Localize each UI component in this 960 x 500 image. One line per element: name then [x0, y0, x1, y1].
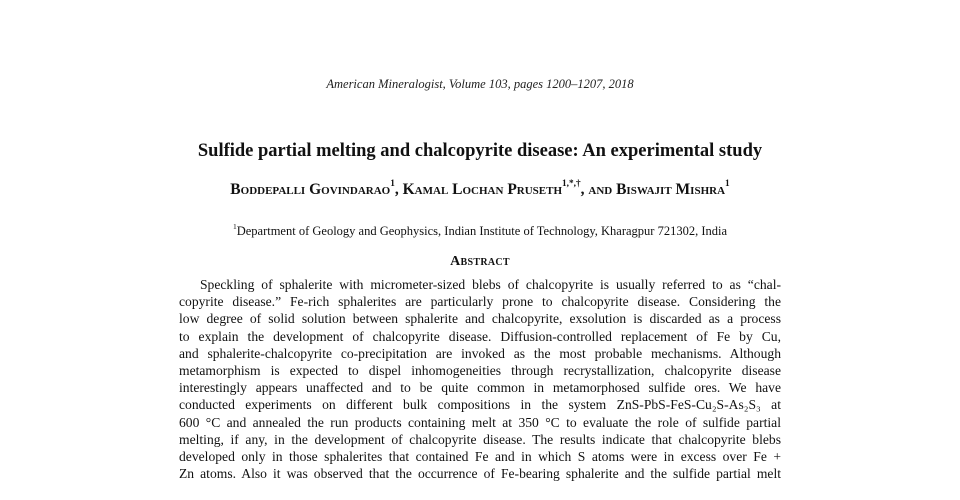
abstract-line: and sphalerite-chalcopyrite co-precipitation are invoked as the most probable mechanisms. Although: [179, 345, 781, 361]
author-name: Boddepalli Govindarao: [230, 181, 391, 198]
author-separator: , and: [580, 181, 617, 198]
abstract-line: interestingly appears unaffected and to be quite common in metamorphosed sulfide ores. We have: [179, 380, 781, 396]
abstract-heading: Abstract: [450, 254, 510, 269]
abstract-line: to explain the development of chalcopyrite disease. Diffusion-controlled replacement of Fe by Cu,: [179, 328, 781, 344]
author-name: Kamal Lochan Pruseth: [402, 181, 563, 198]
author-affiliation-mark: 1,*,†: [562, 179, 581, 190]
author-affiliation-mark: 1: [725, 179, 730, 190]
abstract-body: [179, 276, 781, 482]
affiliation-text: Department of Geology and Geophysics, Indian Institute of Technology, Kharagpur 721302, India: [236, 224, 728, 238]
author-affiliation-mark: 1: [390, 179, 395, 190]
abstract-line: melting, if any, in the development of chalcopyrite disease. The results indicate that chalcopyrite blebs: [179, 431, 781, 447]
author-name: Biswajit Mishra: [616, 181, 726, 198]
abstract-line: metamorphism is expected to dispel inhomogeneities through recrystallization, chalcopyrite disease: [179, 362, 781, 378]
abstract-line: 600 °C and annealed the run products containing melt at 350 °C to evaluate the role of sulfide partial: [179, 414, 781, 430]
affiliation: [0, 221, 960, 239]
affiliation-mark: 1: [232, 221, 237, 231]
abstract-line: low degree of solid solution between sphalerite and chalcopyrite, exsolution is discarded as a process: [179, 311, 781, 327]
abstract-line: developed only in those sphalerites that contained Fe and in which S atoms were in excess over Fe +: [179, 448, 781, 464]
abstract-line: copyrite disease.” Fe-rich sphalerites are particularly prone to chalcopyrite disease. Considering the: [179, 294, 781, 310]
author-separator: ,: [394, 181, 403, 198]
paper-title: Sulfide partial melting and chalcopyrite disease: An experimental study: [197, 141, 763, 161]
abstract-line: Zn atoms. Also it was observed that the occurrence of Fe-bearing sphalerite and the sulfide partial melt: [179, 466, 781, 482]
journal-citation: American Mineralogist, Volume 103, pages 1200–1207, 2018: [326, 77, 634, 91]
abstract-line: Speckling of sphalerite with micrometer-sized blebs of chalcopyrite is usually referred to as “chal-: [200, 277, 781, 292]
author-list: [0, 181, 960, 199]
abstract-line: conducted experiments on different bulk compositions in the system ZnS-PbS-FeS-Cu₂S-As₂S₃ at: [179, 397, 781, 413]
